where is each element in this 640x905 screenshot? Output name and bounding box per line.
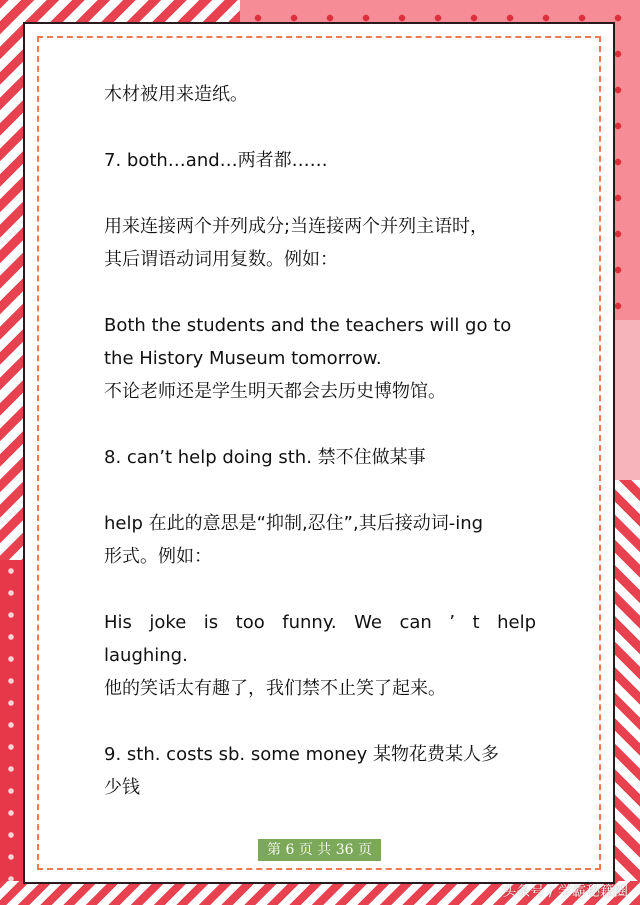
example-sentence: His joke is too funny. We can ’ t help [104, 612, 536, 633]
section-heading-8: 8. can’t help doing sth. 禁不住做某事 [104, 447, 426, 468]
section-heading-9: 9. sth. costs sb. some money 某物花费某人多 [104, 744, 499, 765]
text-line: 木材被用来造纸。 [104, 84, 248, 105]
example-sentence: laughing. [104, 645, 188, 666]
section-heading-7: 7. both…and…两者都…… [104, 150, 328, 171]
example-translation: 不论老师还是学生明天都会去历史博物馆。 [104, 381, 446, 402]
watermark: 头条号 / 学霸秘籍圈 [502, 884, 628, 900]
page-number: 第 6 页 共 36 页 [258, 839, 381, 861]
text-line: help 在此的意思是“抑制,忍住”,其后接动词-ing [104, 513, 484, 534]
text-line: 其后谓语动词用复数。例如： [104, 249, 338, 270]
text-line: 用来连接两个并列成分;当连接两个并列主语时， [104, 216, 489, 237]
example-sentence: the History Museum tomorrow. [104, 348, 382, 369]
example-sentence: Both the students and the teachers will go to [104, 315, 512, 336]
example-translation: 他的笑话太有趣了，我们禁不止笑了起来。 [104, 678, 446, 699]
text-line: 形式。例如： [104, 546, 212, 567]
document-body [104, 78, 536, 804]
text-line: 少钱 [104, 777, 140, 798]
